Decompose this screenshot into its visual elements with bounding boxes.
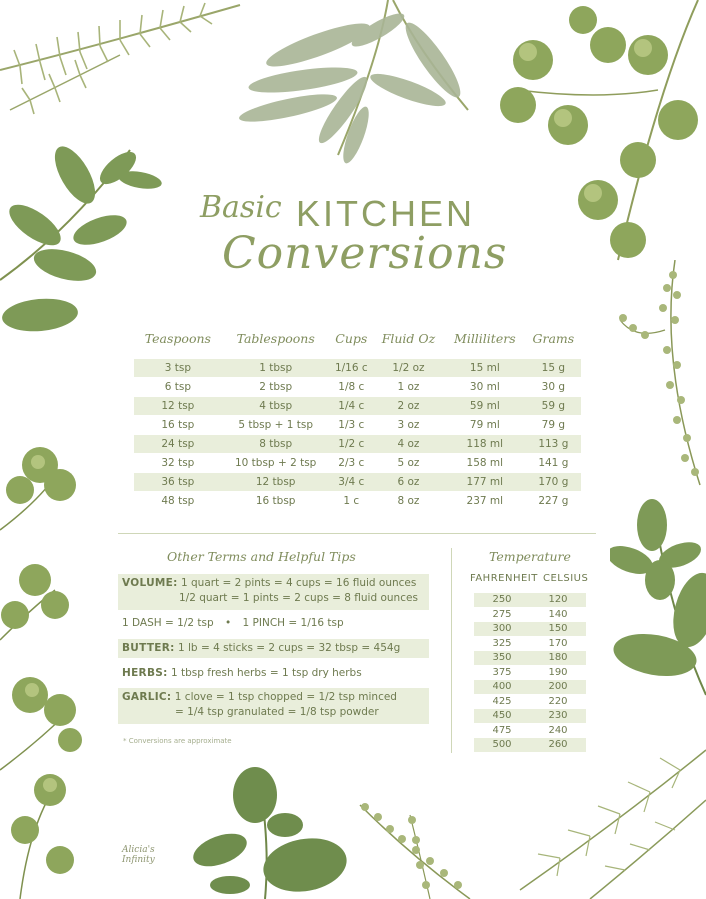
table-cell: 170 bbox=[548, 637, 568, 649]
table-cell: 400 bbox=[474, 680, 530, 694]
table-cell: 4 oz bbox=[373, 435, 444, 453]
garlic-line-1: 1 clove = 1 tsp chopped = 1/2 tsp minced bbox=[174, 691, 397, 703]
table-cell: 2 tbsp bbox=[259, 381, 293, 393]
title-basic: Basic bbox=[200, 190, 282, 225]
logo-line-1: Alicia's bbox=[122, 845, 155, 855]
table-cell: 1/8 c bbox=[338, 381, 365, 393]
table-cell: 48 tsp bbox=[161, 495, 195, 507]
temperature-title: Temperature bbox=[489, 549, 571, 564]
table-cell: 1/3 c bbox=[338, 419, 365, 431]
fahrenheit-header: FAHRENHEIT bbox=[470, 573, 538, 584]
table-row bbox=[474, 666, 586, 680]
table-row bbox=[134, 416, 581, 434]
basil-sprig-illustration bbox=[190, 765, 355, 899]
volume-line-2: 1/2 quart = 1 pints = 2 cups = 8 fluid ounces bbox=[179, 592, 418, 604]
thyme-sprig-illustration bbox=[350, 795, 480, 899]
table-cell: 450 bbox=[474, 709, 530, 723]
rosemary-illustration bbox=[0, 0, 250, 140]
table-row bbox=[474, 637, 586, 651]
table-row bbox=[474, 622, 586, 636]
volume-key: VOLUME: bbox=[122, 577, 178, 589]
pinch-text: 1 PINCH = 1/16 tsp bbox=[242, 617, 344, 629]
brand-logo bbox=[122, 845, 155, 865]
table-row bbox=[134, 435, 581, 453]
table-row bbox=[474, 709, 586, 723]
table-cell: 1 tbsp bbox=[222, 359, 330, 377]
bullet-separator: • bbox=[224, 617, 232, 629]
table-cell: 1 oz bbox=[397, 381, 420, 393]
table-cell: 180 bbox=[530, 651, 586, 665]
conversion-table-header bbox=[134, 331, 581, 358]
table-cell: 4 tbsp bbox=[222, 397, 330, 415]
table-cell: 1 c bbox=[343, 495, 360, 507]
table-cell: 16 tsp bbox=[161, 419, 195, 431]
col-header-fluid-oz: Fluid Oz bbox=[381, 331, 436, 346]
table-cell: 59 ml bbox=[444, 397, 526, 415]
table-row bbox=[474, 738, 586, 752]
table-cell: 275 bbox=[492, 608, 512, 620]
table-cell: 237 ml bbox=[466, 495, 504, 507]
section-divider bbox=[118, 533, 596, 534]
table-cell: 140 bbox=[548, 608, 568, 620]
table-cell: 1/4 c bbox=[330, 397, 373, 415]
butter-block bbox=[118, 639, 429, 658]
table-cell: 3 tsp bbox=[134, 359, 222, 377]
column-divider bbox=[451, 548, 452, 753]
table-cell: 375 bbox=[492, 666, 512, 678]
butter-key: BUTTER: bbox=[122, 642, 175, 654]
volume-block bbox=[118, 574, 429, 610]
table-cell: 79 g bbox=[541, 419, 566, 431]
table-cell: 30 g bbox=[541, 381, 566, 393]
table-cell: 500 bbox=[474, 738, 530, 752]
col-header-grams: Grams bbox=[532, 331, 575, 346]
table-row bbox=[474, 651, 586, 665]
table-cell: 227 g bbox=[538, 495, 569, 507]
herbs-block bbox=[118, 666, 433, 681]
table-cell: 190 bbox=[548, 666, 568, 678]
celsius-header: CELSIUS bbox=[543, 573, 589, 584]
garlic-line-2: = 1/4 tsp granulated = 1/8 tsp powder bbox=[175, 706, 379, 718]
dash-pinch-block bbox=[118, 616, 433, 631]
table-cell: 150 bbox=[530, 622, 586, 636]
table-cell: 8 tbsp bbox=[222, 435, 330, 453]
table-cell: 6 oz bbox=[373, 473, 444, 491]
dash-text: 1 DASH = 1/2 tsp bbox=[122, 617, 214, 629]
conversion-table bbox=[134, 330, 581, 511]
col-header-tablespoons: Tablespoons bbox=[236, 331, 315, 346]
table-cell: 15 ml bbox=[444, 359, 526, 377]
table-cell: 59 g bbox=[526, 397, 581, 415]
table-cell: 260 bbox=[530, 738, 586, 752]
mint-illustration bbox=[0, 140, 165, 355]
garlic-key: GARLIC: bbox=[122, 691, 172, 703]
table-cell: 79 ml bbox=[469, 419, 500, 431]
sage-illustration bbox=[228, 0, 478, 165]
volume-line-1: 1 quart = 2 pints = 4 cups = 16 fluid ounces bbox=[180, 577, 417, 589]
table-cell: 118 ml bbox=[444, 435, 526, 453]
table-cell: 141 g bbox=[538, 457, 569, 469]
table-cell: 15 g bbox=[526, 359, 581, 377]
table-cell: 300 bbox=[474, 622, 530, 636]
table-cell: 8 oz bbox=[397, 495, 420, 507]
table-cell: 350 bbox=[474, 651, 530, 665]
table-cell: 1/16 c bbox=[330, 359, 373, 377]
table-cell: 1/2 oz bbox=[373, 359, 444, 377]
table-row bbox=[134, 378, 581, 396]
approximate-note: * Conversions are approximate bbox=[123, 737, 232, 745]
table-row bbox=[134, 454, 581, 472]
table-cell: 170 g bbox=[526, 473, 581, 491]
table-cell: 3 oz bbox=[397, 419, 420, 431]
table-cell: 250 bbox=[474, 593, 530, 607]
title-conversions: Conversions bbox=[222, 228, 508, 279]
table-cell: 32 tsp bbox=[161, 457, 195, 469]
table-cell: 2 oz bbox=[373, 397, 444, 415]
basil-illustration bbox=[610, 495, 706, 700]
table-cell: 2/3 c bbox=[338, 457, 365, 469]
table-cell: 6 tsp bbox=[164, 381, 191, 393]
cilantro-illustration bbox=[498, 0, 706, 270]
table-row bbox=[134, 397, 581, 415]
thyme-illustration bbox=[615, 260, 706, 490]
temperature-table bbox=[474, 592, 586, 753]
garlic-block bbox=[118, 688, 429, 724]
table-cell: 5 tbsp + 1 tsp bbox=[238, 419, 314, 431]
table-row bbox=[474, 724, 586, 738]
butter-text: 1 lb = 4 sticks = 2 cups = 32 tbsp = 454g bbox=[178, 642, 401, 654]
table-row bbox=[134, 473, 581, 491]
table-cell: 36 tsp bbox=[134, 473, 222, 491]
table-row bbox=[474, 593, 586, 607]
table-cell: 24 tsp bbox=[134, 435, 222, 453]
table-cell: 220 bbox=[548, 695, 568, 707]
table-cell: 10 tbsp + 2 tsp bbox=[234, 457, 317, 469]
table-cell: 425 bbox=[492, 695, 512, 707]
terms-title: Other Terms and Helpful Tips bbox=[167, 549, 356, 564]
table-cell: 16 tbsp bbox=[255, 495, 296, 507]
table-cell: 158 ml bbox=[466, 457, 504, 469]
table-row bbox=[474, 695, 586, 709]
table-cell: 1/2 c bbox=[330, 435, 373, 453]
table-cell: 30 ml bbox=[469, 381, 500, 393]
table-cell: 230 bbox=[530, 709, 586, 723]
table-row bbox=[474, 608, 586, 622]
title-kitchen: KITCHEN bbox=[296, 193, 476, 234]
col-header-cups: Cups bbox=[335, 331, 368, 346]
table-cell: 325 bbox=[492, 637, 512, 649]
table-cell: 113 g bbox=[526, 435, 581, 453]
table-row bbox=[474, 680, 586, 694]
table-row bbox=[134, 359, 581, 377]
table-row bbox=[134, 492, 581, 510]
table-cell: 200 bbox=[530, 680, 586, 694]
herbs-text: 1 tbsp fresh herbs = 1 tsp dry herbs bbox=[170, 667, 362, 679]
col-header-teaspoons: Teaspoons bbox=[144, 331, 211, 346]
col-header-milliliters: Milliliters bbox=[454, 331, 516, 346]
oregano-illustration bbox=[0, 440, 95, 899]
table-cell: 120 bbox=[530, 593, 586, 607]
logo-line-2: Infinity bbox=[122, 855, 155, 865]
dill-illustration bbox=[500, 740, 706, 899]
table-cell: 240 bbox=[548, 724, 568, 736]
herbs-key: HERBS: bbox=[122, 667, 168, 679]
table-cell: 3/4 c bbox=[330, 473, 373, 491]
table-cell: 12 tbsp bbox=[222, 473, 330, 491]
table-cell: 12 tsp bbox=[134, 397, 222, 415]
table-cell: 177 ml bbox=[444, 473, 526, 491]
table-cell: 475 bbox=[492, 724, 512, 736]
table-cell: 5 oz bbox=[397, 457, 420, 469]
